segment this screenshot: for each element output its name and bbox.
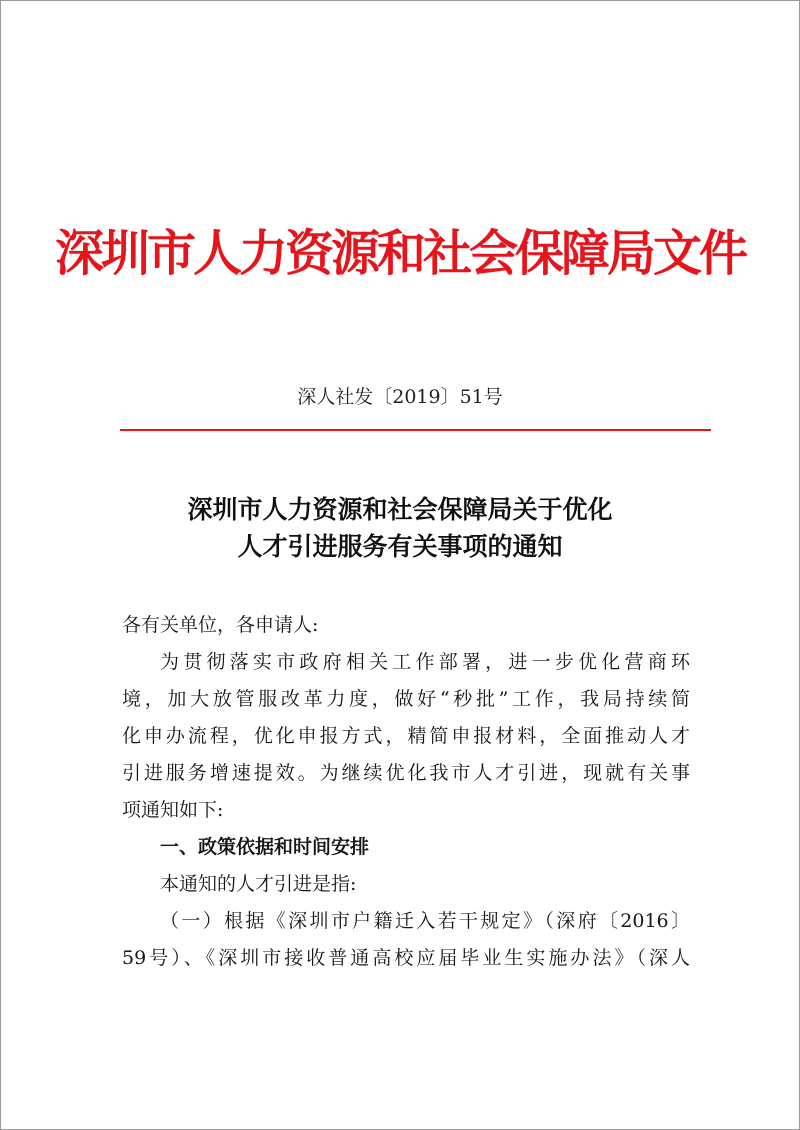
paragraph-line: 化申办流程，优化申报方式，精简申报材料，全面推动人才 bbox=[122, 725, 690, 747]
paragraph-line: 引进服务增速提效。为继续优化我市人才引进，现就有关事 bbox=[122, 762, 690, 784]
notice-title-line-2: 人才引进服务有关事项的通知 bbox=[237, 532, 563, 561]
paragraph-line: （一）根据《深圳市户籍迁入若干规定》（深府〔2016〕 bbox=[160, 910, 690, 932]
red-divider-line bbox=[120, 429, 711, 431]
section-heading: 一、政策依据和时间安排 bbox=[160, 836, 370, 858]
paragraph-line: 本通知的人才引进是指: bbox=[160, 873, 357, 895]
notice-body bbox=[122, 607, 690, 977]
paragraph-line: 项通知如下: bbox=[122, 799, 224, 821]
paragraph-line: 为贯彻落实市政府相关工作部署，进一步优化营商环 bbox=[160, 651, 690, 673]
salutation: 各有关单位，各申请人: bbox=[122, 614, 319, 636]
paragraph-line: 境，加大放管服改革力度，做好“秒批”工作，我局持续简 bbox=[122, 688, 690, 710]
document-header-title: 深圳市人力资源和社会保障局文件 bbox=[54, 224, 745, 282]
notice-title-line-1: 深圳市人力资源和社会保障局关于优化 bbox=[187, 495, 613, 524]
document-number: 深人社发〔2019〕51号 bbox=[297, 386, 503, 408]
notice-title bbox=[1, 491, 799, 565]
paragraph-line: 59号）、《深圳市接收普通高校应届毕业生实施办法》（深人 bbox=[122, 947, 690, 969]
